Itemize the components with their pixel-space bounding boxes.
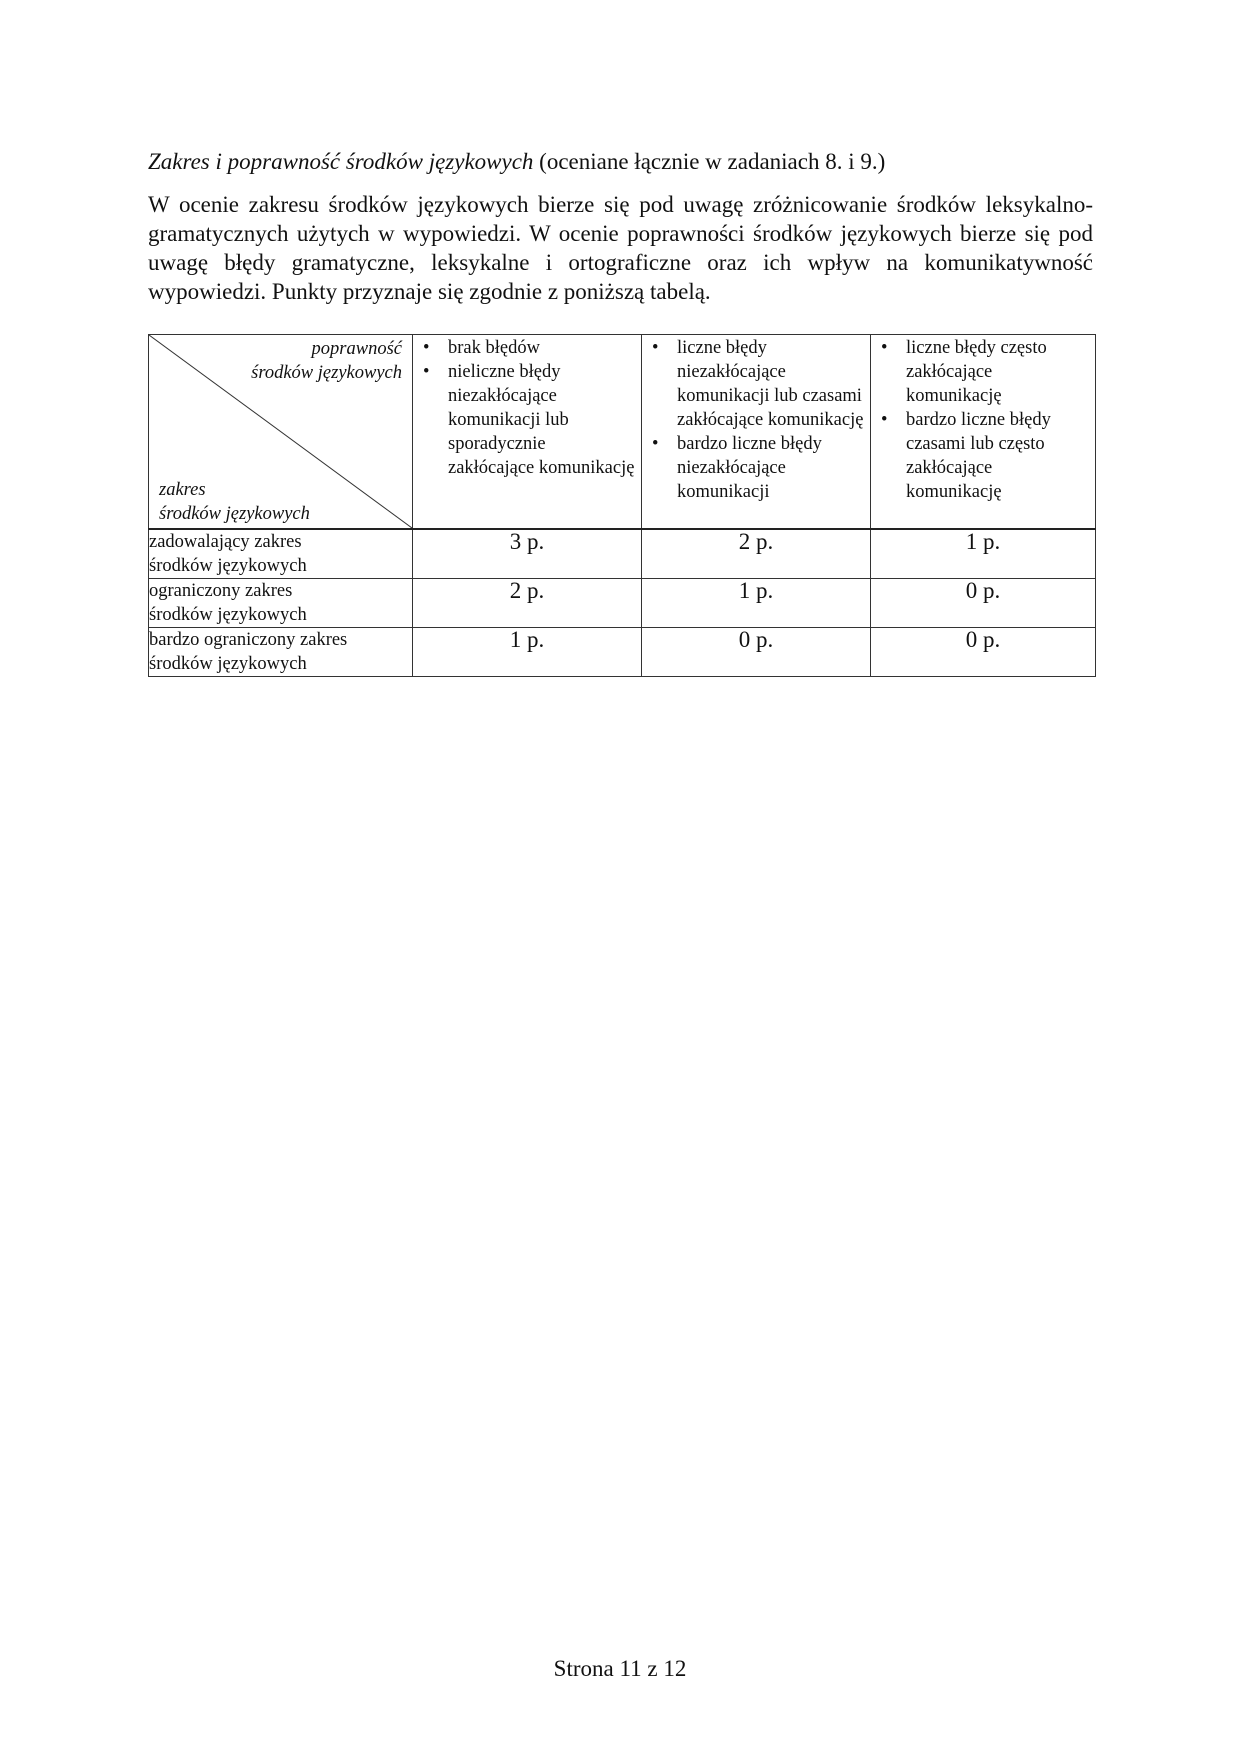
score-cell: 1 p. [871,529,1096,579]
criterion-bullet: • liczne błędy niezakłócające komunikacji lub czasami zakłócające komunikację [652,336,864,432]
corner-top-line-2: środków językowych [251,363,402,383]
row-label [149,579,413,628]
table-row [149,529,1096,579]
corner-top-line-1: poprawność [311,339,402,359]
section-heading [148,148,1093,176]
criterion-bullet: • liczne błędy często zakłócające komunikację [881,336,1089,408]
criterion-bullet: • bardzo liczne błędy czasami lub często zakłócające komunikację [881,408,1089,504]
column-header-2 [642,335,871,530]
corner-column-axis-label [251,337,402,385]
intro-paragraph: W ocenie zakresu środków językowych bierze się pod uwagę zróżnicowanie środków leksykalno-gramatycznych użytych w wypowiedzi. W ocenie poprawności środków językowych bierze się pod uwagę błędy gramatyczne, leksykalne i ortograficzne oraz ich wpływ na komunikatywność wypowiedzi. Punkty przyznaje się zgodnie z poniższą tabelą. [148,192,1093,304]
column-header-1 [413,335,642,530]
corner-bottom-line-2: środków językowych [159,504,310,524]
table-row [149,579,1096,628]
page-number: Strona 11 z 12 [553,1656,687,1681]
score-cell: 1 p. [413,628,642,677]
row-label-line-2: środków językowych [149,654,307,674]
heading-note: (oceniane łącznie w zadaniach 8. i 9.) [533,149,886,174]
score-cell: 0 p. [871,628,1096,677]
scoring-table [148,334,1096,677]
row-label-line-2: środków językowych [149,605,307,625]
table-row [149,628,1096,677]
score-cell: 0 p. [642,628,871,677]
criterion-bullet: • nieliczne błędy niezakłócające komunikacji lub sporadycznie zakłócające komunikację [423,360,635,480]
row-label [149,529,413,579]
column-header-3 [871,335,1096,530]
criterion-bullet: • bardzo liczne błędy niezakłócające komunikacji [652,432,864,504]
score-cell: 1 p. [642,579,871,628]
row-label-line-1: zadowalający zakres [149,532,302,552]
row-label-line-1: ograniczony zakres [149,581,293,601]
score-cell: 3 p. [413,529,642,579]
score-cell: 2 p. [642,529,871,579]
table-header-row [149,335,1096,530]
score-cell: 0 p. [871,579,1096,628]
criterion-bullet: • brak błędów [423,336,635,360]
row-label-line-1: bardzo ograniczony zakres [149,630,348,650]
corner-row-axis-label [159,478,310,526]
row-label [149,628,413,677]
corner-cell [149,335,413,530]
row-label-line-2: środków językowych [149,556,307,576]
score-cell: 2 p. [413,579,642,628]
corner-bottom-line-1: zakres [159,480,206,500]
heading-italic: Zakres i poprawność środków językowych [148,149,534,174]
